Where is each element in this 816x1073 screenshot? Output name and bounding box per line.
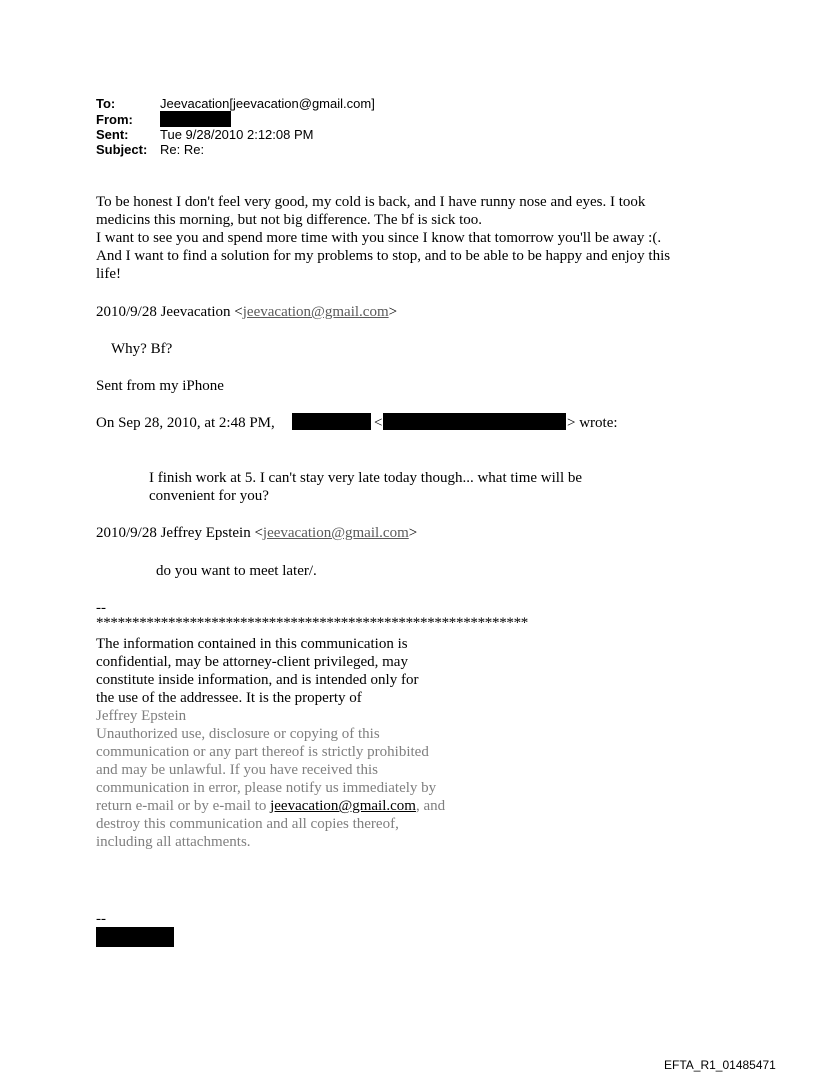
disclaimer-line: confidential, may be attorney-client privileged, may — [96, 654, 408, 670]
quoted-message — [149, 469, 582, 505]
from-label: From: — [96, 112, 133, 127]
reply2-message: do you want to meet later/. — [156, 563, 317, 579]
disclaimer-line10-suffix: , and — [415, 798, 446, 814]
disclaimer-email-link[interactable]: jeevacation@gmail.com — [270, 798, 416, 814]
to-label: To: — [96, 96, 116, 111]
quote-header-prefix: On Sep 28, 2010, at 2:48 PM, — [96, 415, 275, 431]
signoff-dashes: -- — [96, 911, 106, 927]
reply1-message: Why? Bf? — [111, 341, 173, 357]
disclaimer-dashes: -- — [96, 600, 106, 616]
quoted-line: I finish work at 5. I can't stay very late today though... what time will be — [149, 470, 583, 486]
reply1-prefix: 2010/9/28 Jeevacation < — [96, 304, 243, 320]
reply2-header — [96, 524, 417, 542]
reply2-suffix: > — [408, 525, 418, 541]
document-id: EFTA_R1_01485471 — [664, 1058, 776, 1072]
disclaimer-stars: ************************************************************ — [96, 615, 529, 631]
quote-header-suffix: > wrote: — [567, 415, 618, 431]
subject-value: Re: Re: — [160, 142, 205, 157]
body-line: life! — [96, 266, 121, 282]
reply1-signature: Sent from my iPhone — [96, 378, 224, 394]
to-value: Jeevacation[jeevacation@gmail.com] — [160, 96, 375, 111]
disclaimer-line10-prefix: return e-mail or by e-mail to — [96, 798, 271, 814]
sent-label: Sent: — [96, 127, 129, 142]
body-line: medicins this morning, but not big difference. The bf is sick too. — [96, 212, 483, 228]
reply1-header — [96, 303, 397, 321]
sender-email-redaction — [383, 413, 566, 430]
reply2-email-link[interactable]: jeevacation@gmail.com — [262, 525, 409, 541]
disclaimer-block — [96, 635, 445, 851]
quote-header-lt: < — [374, 415, 383, 431]
disclaimer-line: The information contained in this communication is — [96, 636, 408, 652]
sender-name-redaction — [292, 413, 371, 430]
reply1-suffix: > — [388, 304, 398, 320]
disclaimer-line: communication or any part thereof is strictly prohibited — [96, 744, 429, 760]
disclaimer-line: destroy this communication and all copies thereof, — [96, 816, 399, 832]
disclaimer-line — [96, 797, 445, 815]
reply2-prefix: 2010/9/28 Jeffrey Epstein < — [96, 525, 263, 541]
disclaimer-line: including all attachments. — [96, 834, 251, 850]
quoted-line: convenient for you? — [149, 488, 269, 504]
subject-label: Subject: — [96, 142, 148, 157]
disclaimer-line: and may be unlawful. If you have received this — [96, 762, 378, 778]
body-line: And I want to find a solution for my problems to stop, and to be able to be happy and enjoy this — [96, 248, 671, 264]
disclaimer-line: Jeffrey Epstein — [96, 708, 187, 724]
reply1-email-link[interactable]: jeevacation@gmail.com — [242, 304, 389, 320]
disclaimer-line: the use of the addressee. It is the property of — [96, 690, 362, 706]
disclaimer-line: constitute inside information, and is intended only for — [96, 672, 419, 688]
sent-value: Tue 9/28/2010 2:12:08 PM — [160, 127, 314, 142]
disclaimer-line: communication in error, please notify us immediately by — [96, 780, 437, 796]
from-redaction — [160, 111, 231, 127]
body-paragraph — [96, 193, 670, 283]
disclaimer-line: Unauthorized use, disclosure or copying of this — [96, 726, 380, 742]
signature-redaction — [96, 927, 174, 947]
body-line: To be honest I don't feel very good, my cold is back, and I have runny nose and eyes. I took — [96, 194, 646, 210]
body-line: I want to see you and spend more time with you since I know that tomorrow you'll be away :(. — [96, 230, 662, 246]
